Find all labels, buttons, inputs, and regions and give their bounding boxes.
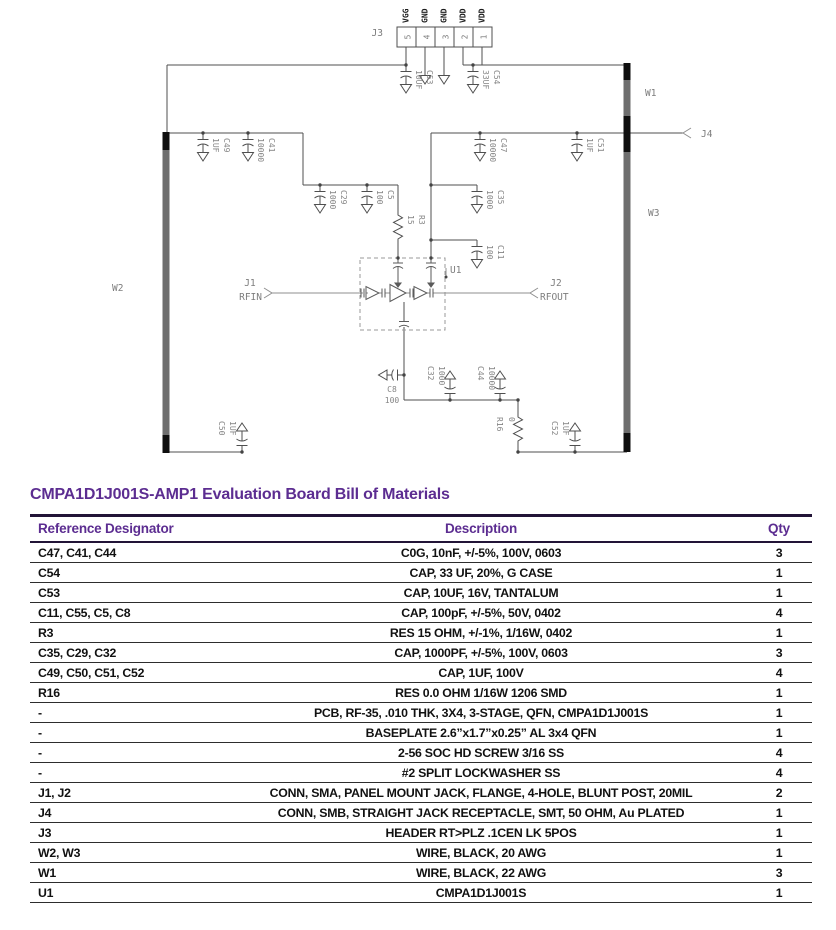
value-c50: 1UF [228,421,237,436]
refdes-c8: C8 [387,385,397,394]
value-c53: 10UF [414,70,423,90]
net-label-w2: W2 [112,283,124,294]
port-label-rfout: RFOUT [540,292,569,303]
table-row [30,703,812,723]
port-label-j1: J1 [244,278,256,289]
value-c8: 100 [384,396,400,405]
cell-description: RES 15 OHM, +/-1%, 1/16W, 0402 [216,623,746,643]
cap-c53 [401,65,412,93]
cell-qty: 1 [746,803,812,823]
cell-qty: 1 [746,583,812,603]
value-c41: 10000 [256,138,265,163]
cap-c41 [243,133,254,161]
value-c49: 1UF [211,138,220,153]
cell-qty: 1 [746,563,812,583]
cap-c5 [362,185,373,213]
table-row [30,803,812,823]
net-label-w1: W1 [645,88,657,99]
cap-c8 [379,370,405,381]
cell-qty: 3 [746,643,812,663]
cell-description: CAP, 1UF, 100V [216,663,746,683]
bom-table [30,514,812,903]
value-r3: 15 [406,215,415,225]
cell-qty: 1 [746,683,812,703]
j4-arrow-icon [683,128,691,138]
col-header-qty: Qty [746,516,812,543]
pin-number: 2 [460,34,470,40]
cap-c51 [572,133,583,161]
cap-c49 [198,133,209,161]
bom-table-body [30,542,812,903]
refdes-r16: R16 [495,417,504,432]
wires [166,47,683,452]
value-c44: 10000 [487,366,496,391]
pin-number: 5 [403,34,413,40]
cell-description: CAP, 100pF, +/-5%, 50V, 0402 [216,603,746,623]
table-row [30,843,812,863]
cell-qty: 1 [746,723,812,743]
refdes-c50: C50 [217,421,226,436]
cell-reference-designator: - [30,703,216,723]
net-label-w3: W3 [648,208,660,219]
value-c51: 1UF [585,138,594,153]
cell-reference-designator: J1, J2 [30,783,216,803]
cell-reference-designator: J3 [30,823,216,843]
table-row [30,603,812,623]
cell-description: BASEPLATE 2.6”x1.7”x0.25” AL 3x4 QFN [216,723,746,743]
table-row [30,783,812,803]
cell-description: WIRE, BLACK, 20 AWG [216,843,746,863]
refdes-c29: C29 [339,190,348,205]
table-row [30,763,812,783]
refdes-c52: C52 [550,421,559,436]
cap-c29 [315,185,326,213]
cell-reference-designator: C11, C55, C5, C8 [30,603,216,623]
table-row [30,663,812,683]
pin-number: 3 [441,34,451,40]
cell-qty: 4 [746,663,812,683]
cap-c47 [475,133,486,161]
table-row [30,542,812,563]
cell-qty: 4 [746,743,812,763]
value-r16: 0 [507,417,516,422]
cell-description: C0G, 10nF, +/-5%, 100V, 0603 [216,542,746,563]
cell-reference-designator: - [30,763,216,783]
cell-reference-designator: C49, C50, C51, C52 [30,663,216,683]
refdes-c47: C47 [499,138,508,153]
refdes-c5: C5 [386,190,395,200]
port-label-j2: J2 [550,278,562,289]
resistor-r3 [394,212,403,242]
cell-reference-designator: R3 [30,623,216,643]
cap-c54 [468,65,479,93]
cell-description: CAP, 1000PF, +/-5%, 100V, 0603 [216,643,746,663]
table-row [30,863,812,883]
cell-reference-designator: R16 [30,683,216,703]
pin-label-gnd: GND [439,8,449,23]
table-row [30,623,812,643]
cell-qty: 3 [746,542,812,563]
cell-qty: 4 [746,763,812,783]
table-row [30,683,812,703]
cell-qty: 1 [746,623,812,643]
value-c29: 1000 [328,190,337,210]
cap-c35 [472,185,483,213]
pin-number: 1 [479,34,489,40]
pin-number: 4 [422,34,432,40]
table-row [30,563,812,583]
refdes-c41: C41 [267,138,276,153]
gnd-icon [439,73,450,84]
cell-description: PCB, RF-35, .010 THK, 3X4, 3-STAGE, QFN, CMPA1D1J001S [216,703,746,723]
cell-description: #2 SPLIT LOCKWASHER SS [216,763,746,783]
cell-description: CONN, SMB, STRAIGHT JACK RECEPTACLE, SMT, 50 OHM, Au PLATED [216,803,746,823]
pin-label-vdd: VDD [477,8,487,23]
value-c47: 10000 [488,138,497,163]
cell-qty: 1 [746,883,812,903]
wire-bar-w2 [163,132,170,453]
refdes-c44: C44 [476,366,485,381]
cell-qty: 2 [746,783,812,803]
refdes-c54: C54 [492,70,501,85]
connector-label-j3: J3 [371,28,383,39]
refdes-c51: C51 [596,138,605,153]
table-row [30,723,812,743]
wire-bar-w3 [624,134,631,452]
net-label-j4: J4 [701,129,713,140]
cell-description: RES 0.0 OHM 1/16W 1206 SMD [216,683,746,703]
cell-description: WIRE, BLACK, 22 AWG [216,863,746,883]
cell-reference-designator: U1 [30,883,216,903]
cap-c52 [570,423,581,452]
cell-description: 2-56 SOC HD SCREW 3/16 SS [216,743,746,763]
value-c35: 1000 [485,190,494,210]
refdes-c35: C35 [496,190,505,205]
rfin-arrow-icon [264,288,272,298]
value-c52: 1UF [561,421,570,436]
bom-header-row [30,516,812,543]
rfout-arrow-icon [530,288,538,298]
refdes-c32: C32 [426,366,435,381]
col-header-description: Description [216,516,746,543]
port-label-rfin: RFIN [239,292,262,303]
table-row [30,583,812,603]
bom-section [0,486,836,903]
table-row [30,823,812,843]
value-c11: 100 [485,245,494,260]
value-c54: 33UF [481,70,490,90]
bom-title: CMPA1D1J001S-AMP1 Evaluation Board Bill of Materials [30,486,450,503]
cell-description: CONN, SMA, PANEL MOUNT JACK, FLANGE, 4-HOLE, BLUNT POST, 20MIL [216,783,746,803]
refdes-r3: R3 [417,215,426,225]
col-header-reference-designator: Reference Designator [30,516,216,543]
value-c32: 1000 [437,366,446,386]
cell-reference-designator: - [30,743,216,763]
cell-qty: 1 [746,823,812,843]
refdes-c53: C53 [425,70,434,85]
cell-description: CAP, 10UF, 16V, TANTALUM [216,583,746,603]
cell-reference-designator: W1 [30,863,216,883]
cell-reference-designator: J4 [30,803,216,823]
cap-c50 [237,423,248,452]
cell-description: HEADER RT>PLZ .1CEN LK 5POS [216,823,746,843]
cell-reference-designator: - [30,723,216,743]
refdes-c11: C11 [496,245,505,260]
cell-reference-designator: C54 [30,563,216,583]
pin-label-gnd: GND [420,8,430,23]
pin-label-vgg: VGG [401,8,411,23]
wire-bar-w1 [624,63,631,134]
cap-c11 [472,240,483,268]
table-row [30,883,812,903]
cell-qty: 4 [746,603,812,623]
refdes-c49: C49 [222,138,231,153]
table-row [30,743,812,763]
net-label-u1: U1 [450,265,462,276]
amplifier-u1 [272,258,530,330]
cell-reference-designator: C47, C41, C44 [30,542,216,563]
pin-label-vdd: VDD [458,8,468,23]
cell-description: CMPA1D1J001S [216,883,746,903]
cell-reference-designator: W2, W3 [30,843,216,863]
table-row [30,643,812,663]
cell-reference-designator: C35, C29, C32 [30,643,216,663]
cell-description: CAP, 33 UF, 20%, G CASE [216,563,746,583]
value-c5: 100 [375,190,384,205]
cell-qty: 1 [746,703,812,723]
cell-qty: 3 [746,863,812,883]
cell-qty: 1 [746,843,812,863]
cell-reference-designator: C53 [30,583,216,603]
